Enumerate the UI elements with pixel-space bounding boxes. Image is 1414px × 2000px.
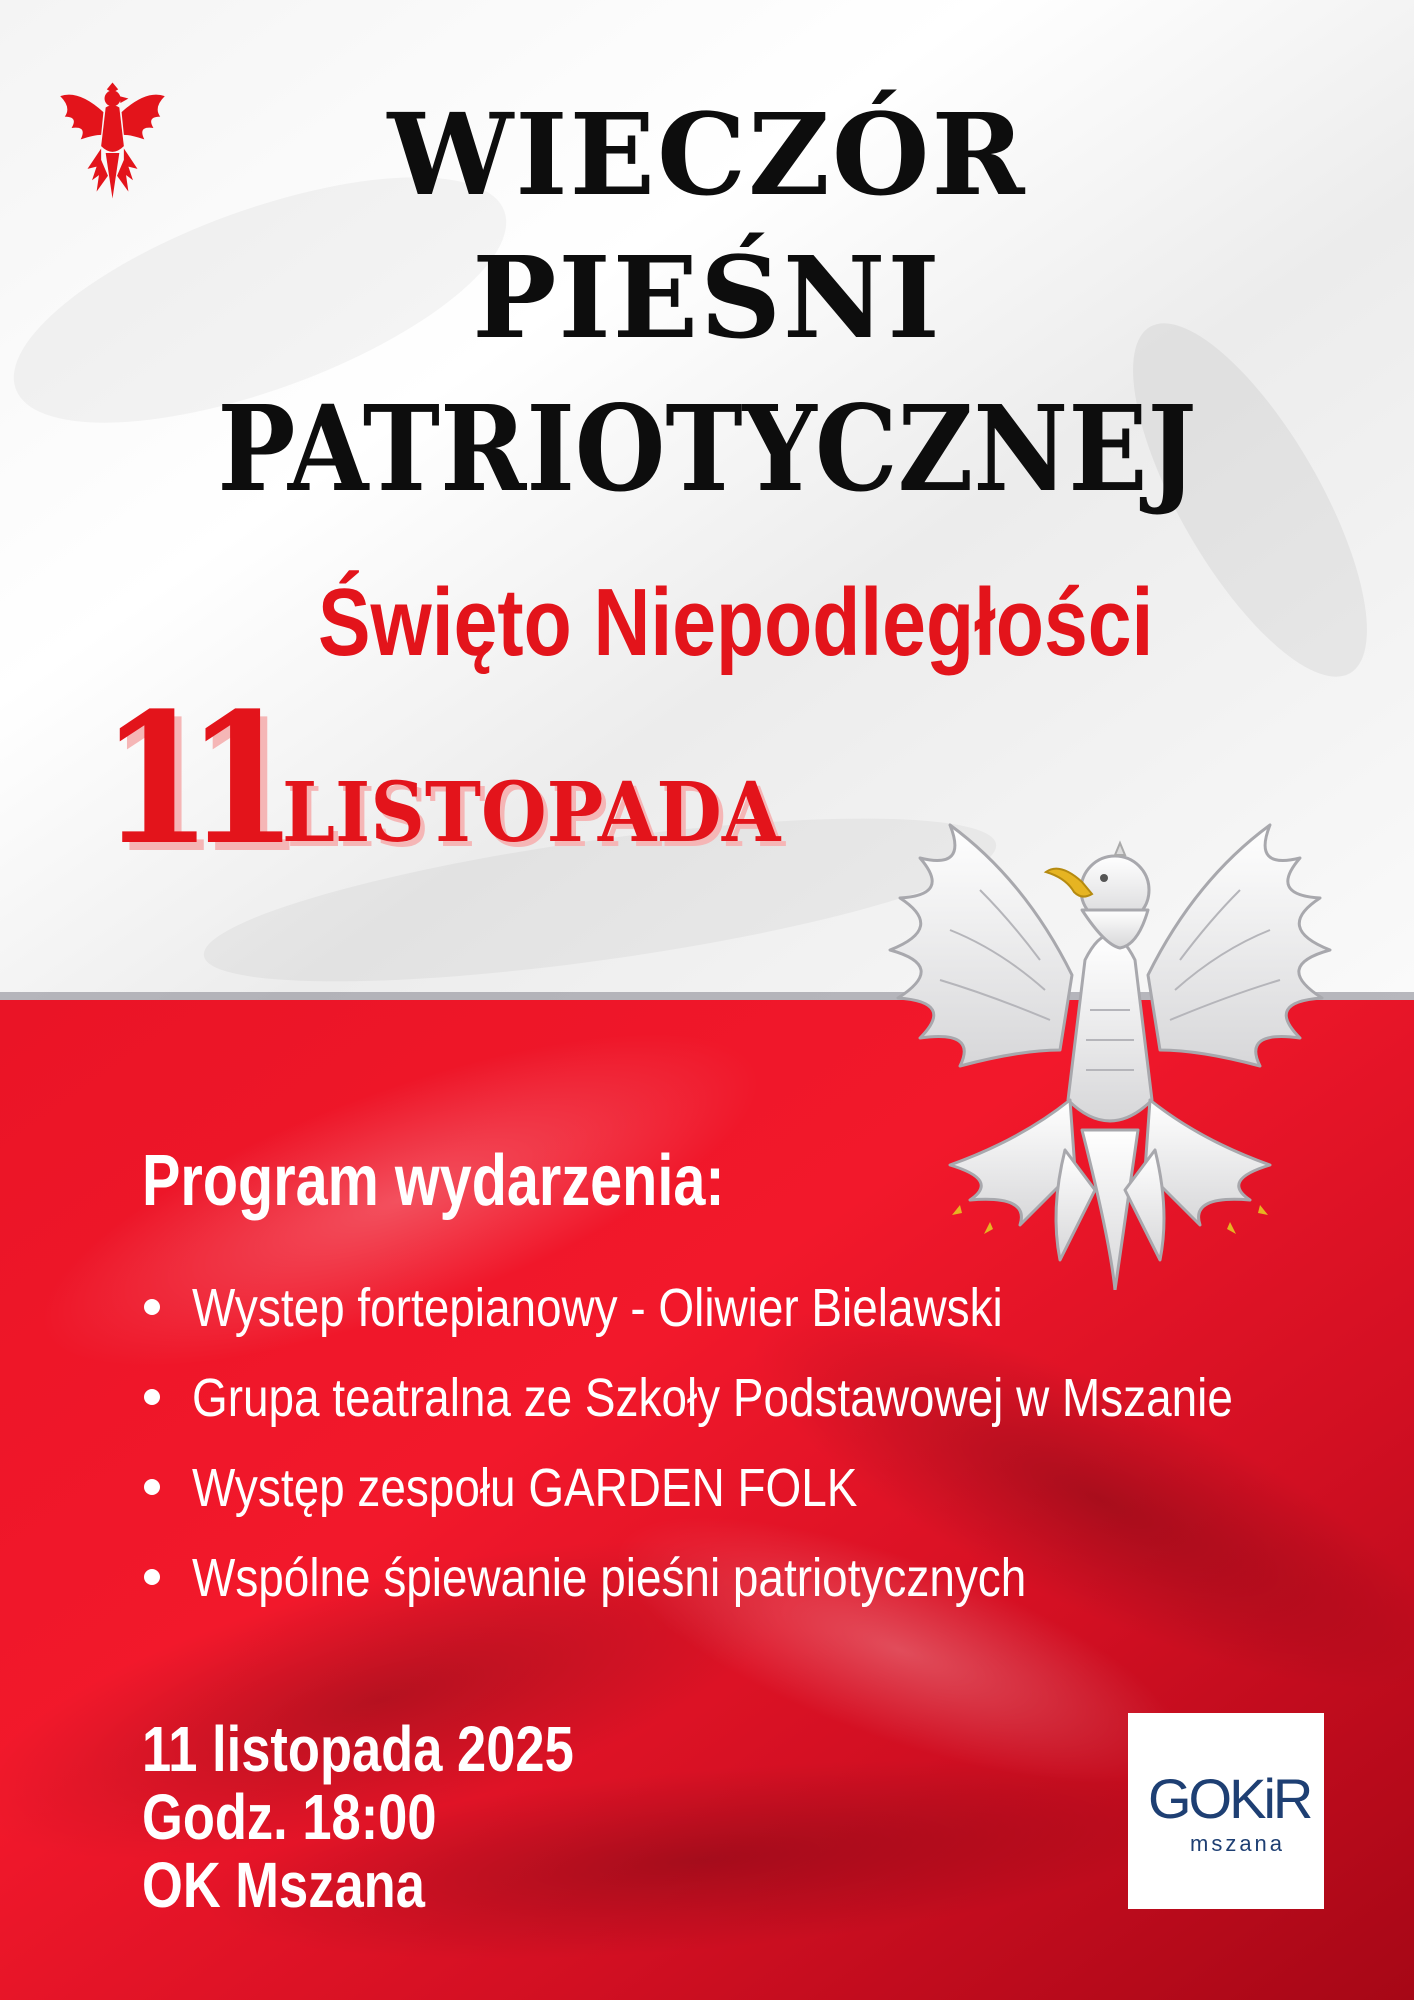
program-item-text: Grupa teatralna ze Szkoły Podstawowej w Mszanie [192,1368,1233,1428]
logo-sub-text: mszana [1190,1831,1286,1856]
event-info [142,1715,669,1919]
logo-main-text: GOKiR [1148,1767,1311,1830]
date-day: 11 [100,674,272,885]
bullet-icon [144,1479,160,1495]
white-eagle-emblem-icon [860,770,1360,1290]
event-date: 11 listopada 2025 [142,1713,574,1785]
program-item [140,1272,1414,1362]
program-list [140,1272,1414,1632]
bullet-icon [144,1389,160,1405]
organizer-logo [1128,1713,1324,1909]
event-place: OK Mszana [142,1849,425,1921]
holiday-subtitle: Święto Niepodległości [317,569,1154,676]
program-heading: Program wydarzenia: [142,1141,725,1221]
bullet-icon [144,1299,160,1315]
title-line-1: WIECZÓR [387,90,1027,221]
date-month: LISTOPADA [282,765,781,861]
program-item-text: Występ zespołu GARDEN FOLK [192,1458,858,1518]
event-time: Godz. 18:00 [142,1781,437,1853]
title-line-2: PIEŚNI [472,233,942,364]
program-item [140,1362,1414,1452]
program-item [140,1542,1414,1632]
program-item [140,1452,1414,1542]
program-item-text: Wystep fortepianowy - Oliwier Bielawski [192,1278,1003,1338]
bullet-icon [144,1569,160,1585]
title-line-3: PATRIOTYCZNEJ [217,379,1197,518]
program-item-text: Wspólne śpiewanie pieśni patriotycznych [192,1548,1027,1608]
